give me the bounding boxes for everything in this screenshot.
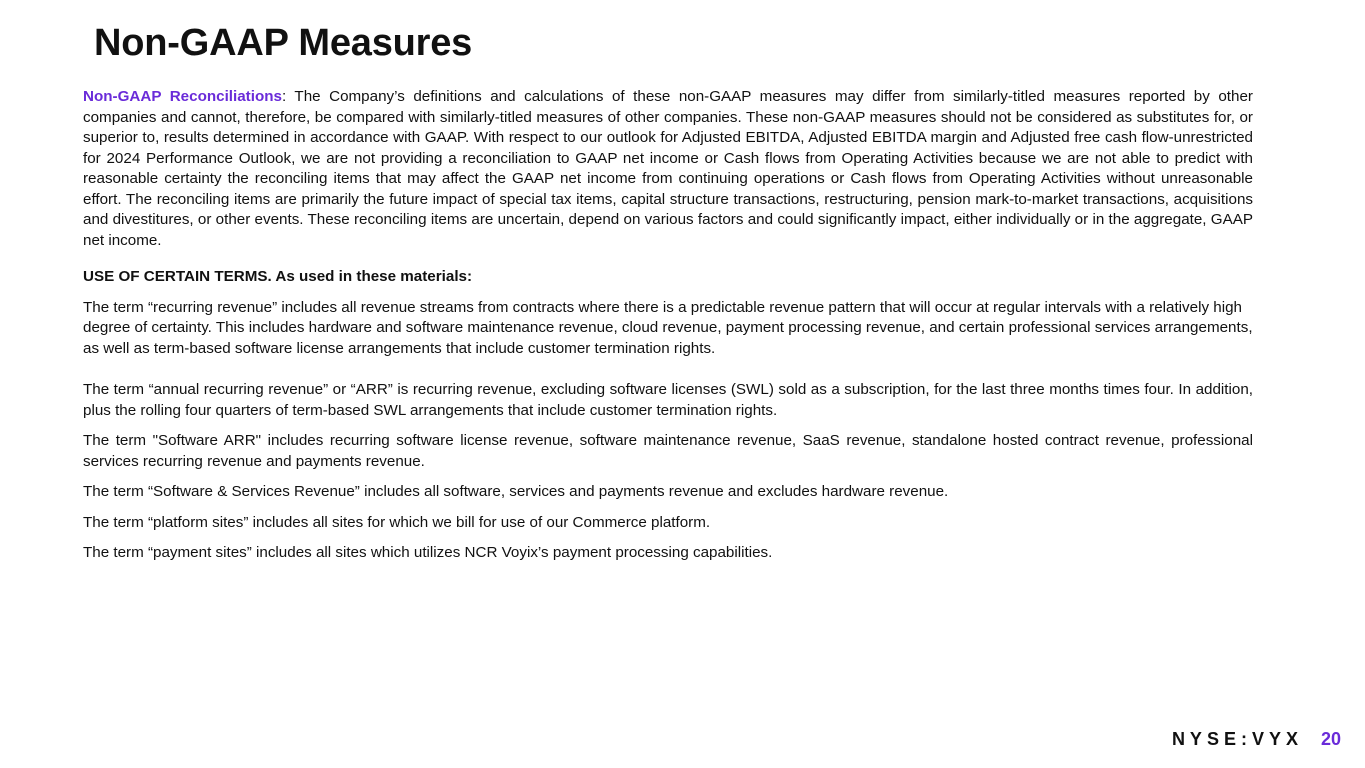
page-number: 20 [1320,729,1341,749]
term-recurring-revenue: The term “recurring revenue” includes all revenue streams from contracts where there is a predictable revenue pattern that will occur at regular intervals with a relatively high degree of certainty. This includes hardware and software maintenance revenue, cloud revenue, payment processing revenue, and certain professional services arrangements, as well as term-based software license arrangements that include customer termination rights. [83,298,1253,357]
reconciliation-label: Non-GAAP Reconciliations [83,88,282,105]
ticker-symbol: NYSE:VYX [1171,729,1303,749]
term-payment-sites: The term “payment sites” includes all sites which utilizes NCR Voyix’s payment processing capabilities. [83,544,773,561]
term-platform-sites: The term “platform sites” includes all sites for which we bill for use of our Commerce platform. [83,513,711,531]
footer [1172,729,1341,750]
reconciliation-text: : The Company’s definitions and calculations of these non-GAAP measures may differ from similarly-titled measures reported by other companies and cannot, therefore, be compared with similarly-titled measures of other companies. These non-GAAP measures should not be considered as substitutes for, or superior to, results determined in accordance with GAAP. With respect to our outlook for Adjusted EBITDA, Adjusted EBITDA margin and Adjusted free cash flow-unrestricted for 2024 Performance Outlook, we are not providing a reconciliation to GAAP net income or Cash flows from Operating Activities because we are not able to predict with reasonable certainty the reconciling items that may affect the GAAP net income from continuing operations or Cash flows from Operating Activities without unreasonable effort. The reconciling items are primarily the future impact of special tax items, capital structure transactions, restructuring, pension mark-to-market transactions, acquisitions and divestitures, or other events. These reconciling items are uncertain, depend on various factors and could significantly impact, either individually or in the aggregate, GAAP net income. [83,88,1253,249]
term-software-services-revenue: The term “Software & Services Revenue” includes all software, services and payments revenue and excludes hardware revenue. [83,483,949,500]
term-software-arr: The term "Software ARR" includes recurring software license revenue, software maintenance revenue, SaaS revenue, standalone hosted contract revenue, professional services recurring revenue and payments revenue. [83,432,1253,470]
content-body [83,87,1253,564]
page-title: Non-GAAP Measures [94,22,473,64]
term-arr: The term “annual recurring revenue” or “ARR” is recurring revenue, excluding software licenses (SWL) sold as a subscription, for the last three months times four. In addition, plus the rolling four quarters of term-based SWL arrangements that include customer termination rights. [83,381,1253,419]
reconciliation-paragraph [83,87,1253,251]
terms-heading: USE OF CERTAIN TERMS. As used in these materials: [83,268,473,285]
